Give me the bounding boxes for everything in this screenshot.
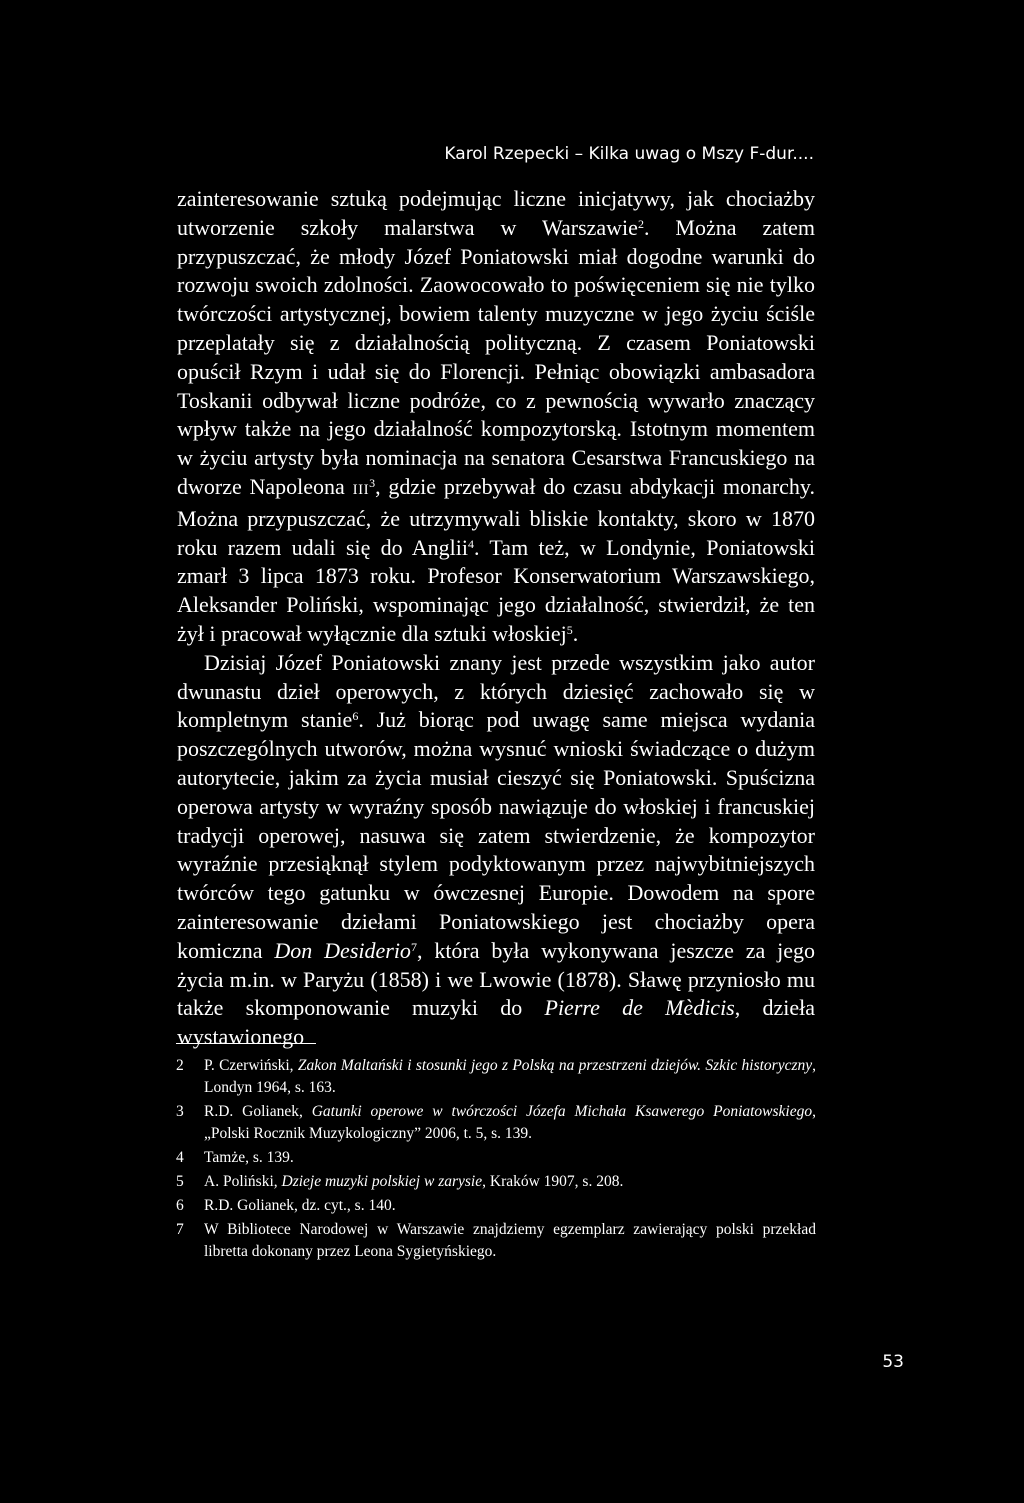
running-header: Karol Rzepecki – Kilka uwag o Mszy F-dur.... (444, 144, 814, 164)
footnote-ref[interactable]: 2 (637, 216, 644, 231)
footnote (176, 1195, 816, 1217)
footnote-text: A. Poliński, Dzieje muzyki polskiej w zarysie, Kraków 1907, s. 208. (204, 1173, 624, 1190)
footnote-ref[interactable]: 4 (468, 536, 474, 551)
footnote-ref[interactable]: 5 (566, 622, 573, 637)
footnote (176, 1101, 816, 1145)
roman-numeral: III (352, 481, 370, 498)
text-segment: . Tam też, w Londynie, Poniatowski zmarł 3 lipca 1873 roku. Profesor Konserwatorium Warszawskiego, Aleksander Poliński, wspominając jego działalność, stwierdził, że ten żył i pracował wyłącznie dla sztuki włoskiej (177, 534, 816, 646)
footnote (176, 1171, 816, 1193)
footnote-text: R.D. Golianek, Gatunki operowe w twórczości Józefa Michała Ksawerego Poniatowskiego, „Polski Rocznik Muzykologiczny” 2006, t. 5, s. 139. (204, 1103, 816, 1142)
text-segment: , gdzie przebywał do czasu abdykacji monarchy. Można przypuszczać, że utrzymywali bliskie kontakty, skoro w 1870 roku razem udali się do Anglii (177, 473, 815, 560)
paragraph-1 (177, 185, 815, 649)
footnote-number: 4 (176, 1149, 184, 1166)
footnote-ref[interactable]: 7 (410, 939, 417, 954)
footnote (176, 1055, 816, 1099)
footnote-text: W Bibliotece Narodowej w Warszawie znajdziemy egzemplarz zawierający polski przekład libretta dokonany przez Leona Sygietyńskiego. (204, 1221, 816, 1260)
footnote-number: 7 (176, 1221, 184, 1238)
footnote (176, 1147, 816, 1169)
footnote-number: 5 (176, 1173, 184, 1190)
text-segment: , dzieła wystawionego (177, 995, 815, 1050)
text-segment: Dzisiaj Józef Poniatowski znany jest przede wszystkim jako autor dwunastu dzieł operowych, z których dziesięć zachowało się w kompletnym stanie (177, 649, 815, 733)
footnote-number: 3 (176, 1103, 184, 1120)
footnote-ref[interactable]: 3 (369, 475, 376, 490)
footnote-text: P. Czerwiński, Zakon Maltański i stosunki jego z Polską na przestrzeni dziejów. Szkic historyczny, Londyn 1964, s. 163. (204, 1057, 816, 1096)
page-number: 53 (882, 1352, 904, 1372)
footnote-number: 2 (176, 1057, 184, 1074)
footnote-text: R.D. Golianek, dz. cyt., s. 140. (204, 1197, 396, 1214)
opera-title: Pierre de Mèdicis (544, 995, 735, 1021)
opera-title: Don Desiderio (274, 937, 411, 963)
footnotes (176, 1055, 816, 1265)
text-segment: . Można zatem przypuszczać, że młody Józef Poniatowski miał dogodne warunki do rozwoju swoich zdolności. Zaowocowało to poświęceniem się nie tylko twórczości artystycznej, bowiem talenty muzyczne w jego życiu ściśle przeplatały się z działalnością polityczną. Z czasem Poniatowski opuścił Rzym i udał się do Florencji. Pełniąc obowiązki ambasadora Toskanii odbywał liczne podróże, co z pewnością wywarło znaczący wpływ także na jego działalność kompozytorską. Istotnym momentem w życiu artysty była nominacja na senatora Cesarstwa Francuskiego na dworze Napoleona (177, 214, 815, 499)
footnote-text: Tamże, s. 139. (204, 1149, 294, 1166)
footnote-number: 6 (176, 1197, 184, 1214)
text-segment: . Już biorąc pod uwagę same miejsca wydania poszczególnych utworów, można wysnuć wnioski świadczące o dużym autorytecie, jakim za życia musiał cieszyć się Poniatowski. Spuścizna operowa artysty w wyraźny sposób nawiązuje do włoskiej i francuskiej tradycji operowej, nasuwa się zatem stwierdzenie, że kompozytor wyraźnie przesiąknął stylem podyktowanym przez najwybitniejszych twórców tego gatunku w ówczesnej Europie. Dowodem na spore zainteresowanie dziełami Poniatowskiego jest chociażby opera komiczna (177, 707, 816, 963)
text-segment: , która była wykonywana jeszcze za jego życia m.in. w Paryżu (1858) i we Lwowie (1878). Sławę przyniosło mu także skomponowanie muzyki do (177, 937, 815, 1021)
text-segment: zainteresowanie sztuką podejmując liczne inicjatywy, jak chociażby utworzenie szkoły malarstwa w Warszawie (177, 186, 815, 240)
footnote (176, 1219, 816, 1263)
paragraph-2 (177, 649, 815, 1052)
footnote-ref[interactable]: 6 (352, 709, 359, 724)
text-segment: . (572, 620, 579, 646)
footnote-separator (176, 1043, 316, 1044)
body-text (177, 185, 815, 1052)
